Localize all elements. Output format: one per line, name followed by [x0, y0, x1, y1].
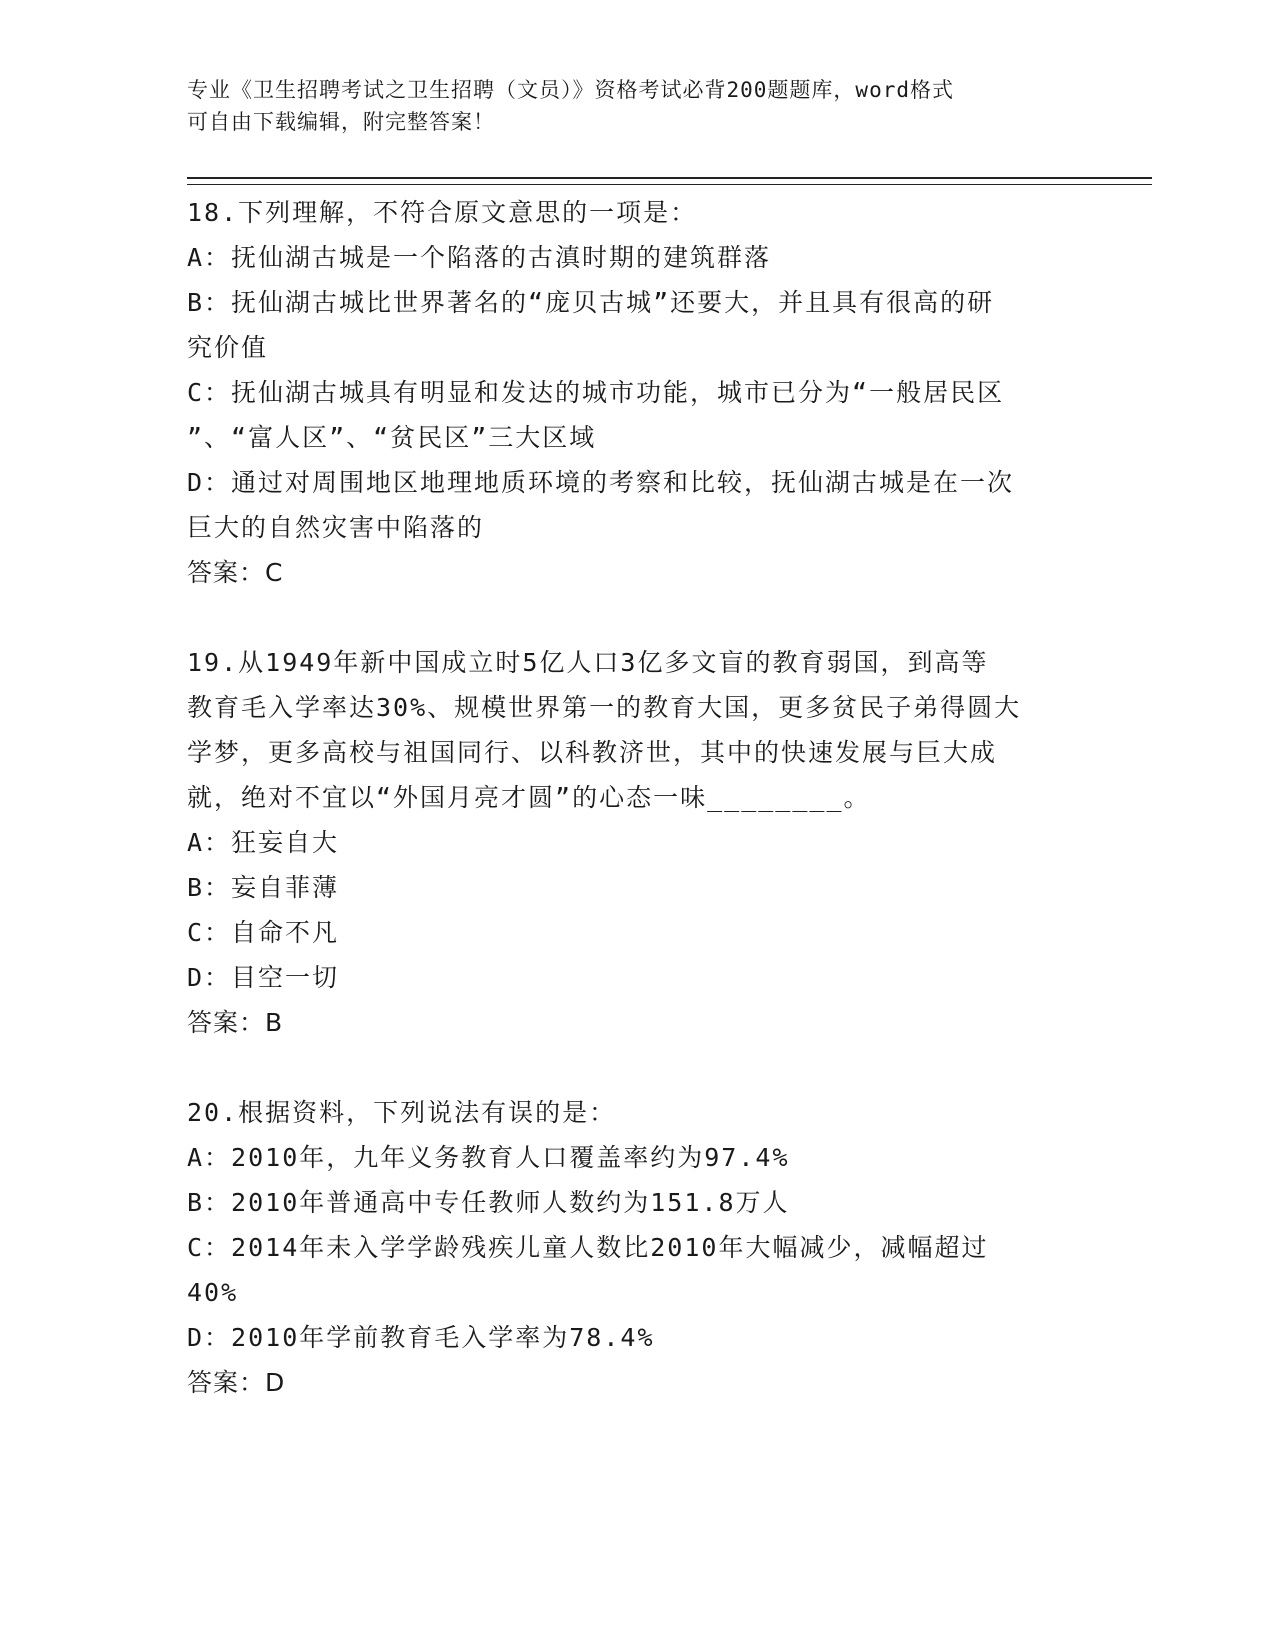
question-19 [187, 640, 1087, 1045]
option-a: A：抚仙湖古城是一个陷落的古滇时期的建筑群落 [187, 243, 772, 272]
header-line: 可自由下载编辑，附完整答案！ [187, 110, 495, 134]
option-c-continued: ”、“富人区”、“贫民区”三大区域 [187, 423, 597, 452]
page-header [187, 74, 1067, 138]
question-stem-continued: 就，绝对不宜以“外国月亮才圆”的心态一味________。 [187, 783, 871, 812]
option-d: D：目空一切 [187, 963, 340, 992]
question-stem: 20.根据资料，下列说法有误的是： [187, 1098, 617, 1127]
answer-label: 答案：D [187, 1368, 286, 1397]
option-b: B：妄自菲薄 [187, 873, 340, 902]
option-d-continued: 巨大的自然灾害中陷落的 [187, 513, 485, 542]
option-c-continued: 40% [187, 1278, 239, 1307]
header-divider [187, 177, 1152, 185]
option-a: A：狂妄自大 [187, 828, 340, 857]
question-stem: 18.下列理解，不符合原文意思的一项是： [187, 198, 698, 227]
option-c: C：自命不凡 [187, 918, 340, 947]
option-d: D：通过对周围地区地理地质环境的考察和比较，抚仙湖古城是在一次 [187, 468, 1015, 497]
question-18 [187, 190, 1087, 595]
question-stem-continued: 教育毛入学率达30%、规模世界第一的教育大国，更多贫民子弟得圆大 [187, 693, 1022, 722]
option-c: C：2014年未入学学龄残疾儿童人数比2010年大幅减少，减幅超过 [187, 1233, 989, 1262]
question-stem-continued: 学梦，更多高校与祖国同行、以科教济世，其中的快速发展与巨大成 [187, 738, 998, 767]
option-b: B：抚仙湖古城比世界著名的“庞贝古城”还要大，并且具有很高的研 [187, 288, 995, 317]
header-line: 专业《卫生招聘考试之卫生招聘（文员）》资格考试必背200题题库，word格式 [187, 78, 954, 102]
option-b-continued: 究价值 [187, 333, 269, 362]
option-b: B：2010年普通高中专任教师人数约为151.8万人 [187, 1188, 790, 1217]
question-list [187, 190, 1087, 1405]
answer-label: 答案：B [187, 1008, 284, 1037]
answer-label: 答案：C [187, 558, 284, 587]
option-d: D：2010年学前教育毛入学率为78.4% [187, 1323, 655, 1352]
option-c: C：抚仙湖古城具有明显和发达的城市功能，城市已分为“一般居民区 [187, 378, 1005, 407]
question-stem: 19.从1949年新中国成立时5亿人口3亿多文盲的教育弱国，到高等 [187, 648, 989, 677]
option-a: A：2010年，九年义务教育人口覆盖率约为97.4% [187, 1143, 790, 1172]
question-20 [187, 1090, 1087, 1405]
